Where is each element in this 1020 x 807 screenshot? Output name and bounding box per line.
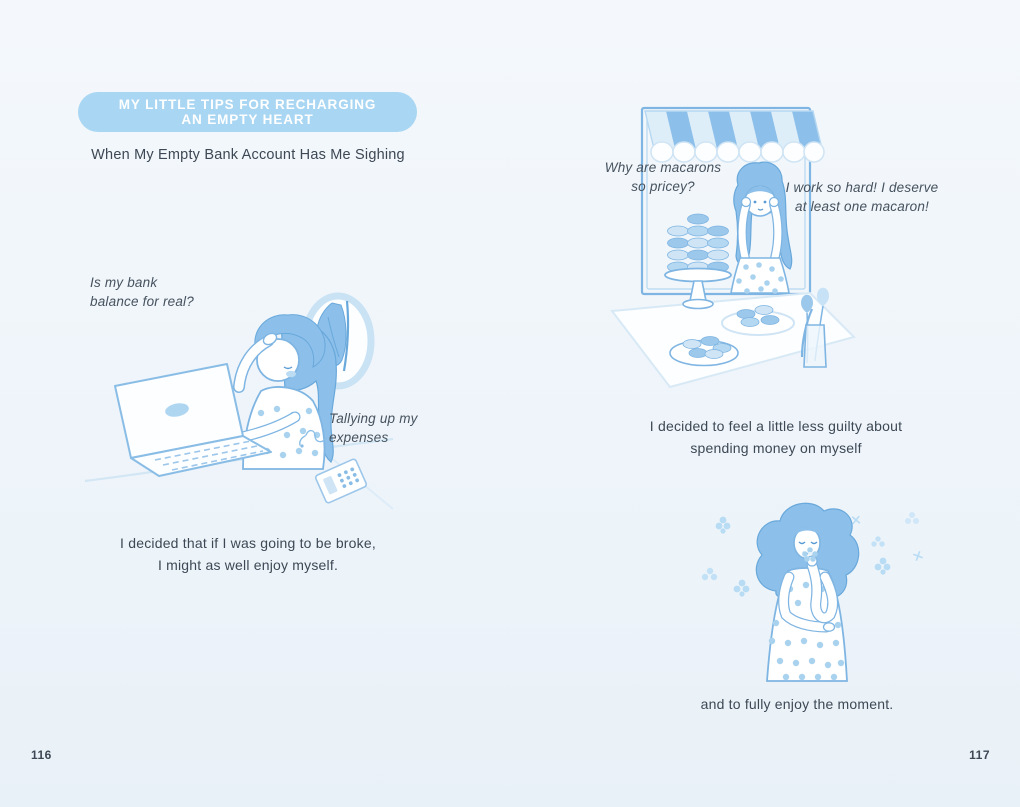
thought-caption-pricey (598, 158, 728, 196)
note-caption-tally-line2: expenses (329, 430, 389, 445)
banner-line-2: AN EMPTY HEART (181, 112, 314, 127)
striped-awning (645, 111, 824, 162)
thought-caption-pricey-line2: so pricey? (631, 179, 695, 194)
left-conclusion (48, 533, 448, 576)
left-conclusion-line2: I might as well enjoy myself. (157, 556, 339, 573)
thought-caption-bank-line2: balance for real? (90, 294, 194, 309)
woman-at-laptop-illustration (85, 283, 395, 518)
thought-caption-deserve-line1: I work so hard! I deserve (785, 180, 939, 195)
patisserie-window-illustration (600, 95, 935, 400)
note-caption-tally (329, 409, 418, 447)
left-conclusion-line1: I decided that if I was going to be broke, (120, 535, 376, 551)
banner-line-1: MY LITTLE TIPS FOR RECHARGING (118, 97, 377, 112)
thought-caption-pricey-line1: Why are macarons (604, 160, 722, 175)
right-conclusion-top-line1: I decided to feel a little less guilty about (649, 418, 903, 434)
right-conclusion-top-line2: spending money on myself (690, 439, 862, 456)
right-conclusion-bottom: and to fully enjoy the moment. (700, 696, 894, 712)
thought-caption-deserve (782, 178, 942, 216)
thought-caption-deserve-line2: at least one macaron! (794, 199, 930, 214)
page-title: When My Empty Bank Account Has Me Sighing (91, 147, 405, 163)
chapter-banner (78, 92, 417, 132)
thought-caption-bank-line1: Is my bank (90, 275, 158, 290)
note-caption-tally-line1: Tallying up my (329, 411, 418, 426)
content-woman (756, 503, 858, 681)
woman-with-flower-illustration (690, 493, 935, 685)
page-number-right: 117 (969, 748, 990, 762)
right-conclusion-top (626, 416, 926, 459)
page-number-left: 116 (31, 748, 52, 762)
